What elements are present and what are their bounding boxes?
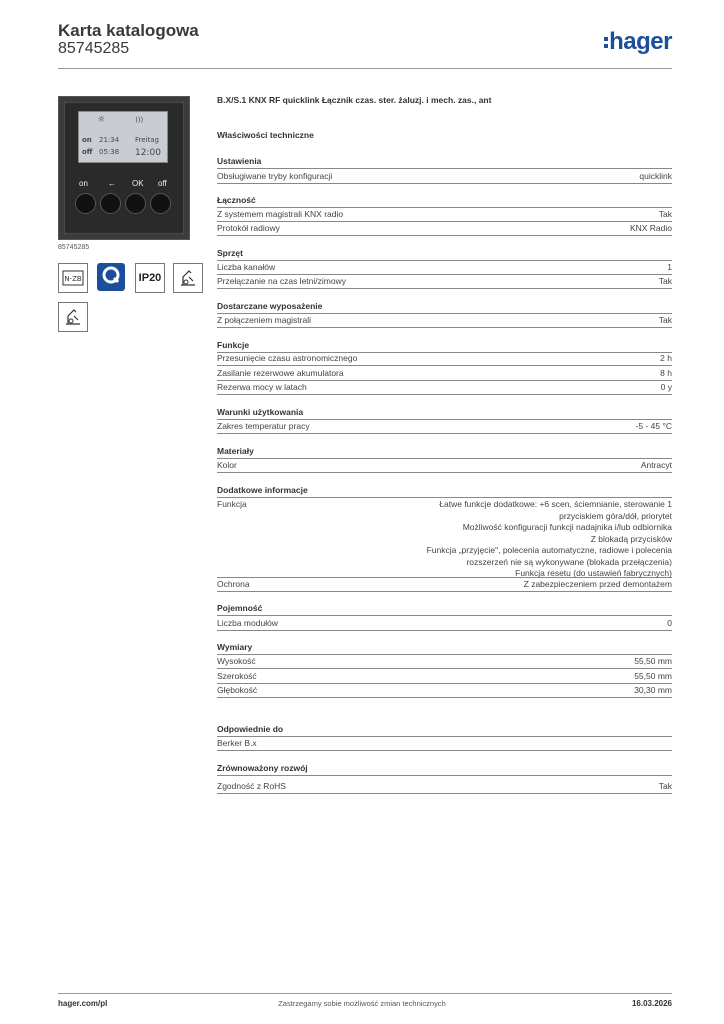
spec-row: Berker B.x [217, 737, 672, 751]
device-button-off [150, 193, 171, 214]
spec-row-funkcja: Funkcja Łatwe funkcje dodatkowe: +6 scen, ściemnianie, sterowanie 1 przyciskiem góra/dół, priorytet Możliwość konfiguracji funkcji nadajnika i/lub odbiornika Z blokadą przycisków Funkcja „przyjęcie", polecenia automatyczne, radiowe i polecenia rozszerzeń nie są wykonywane (blokada przełączenia) Funkcja resetu (do ustawień fabrycznych) [217, 499, 672, 578]
disposal-icon-2 [58, 302, 88, 332]
section-funkcje: Funkcje [217, 340, 672, 353]
button-label-on: on [79, 179, 88, 188]
section-wymiary: Wymiary [217, 642, 672, 655]
footer-disclaimer: Zastrzegamy sobie możliwość zmian technicznych [278, 999, 446, 1008]
spec-row: Szerokość 55,50 mm [217, 670, 672, 684]
svg-text:N-ZB: N-ZB [64, 275, 82, 283]
image-caption: 85745285 [58, 244, 90, 251]
button-label-ok: OK [132, 179, 144, 188]
spec-row: Rezerwa mocy w latach 0 y [217, 381, 672, 395]
tech-props-heading: Właściwości techniczne [217, 130, 314, 140]
screen-off-label: off [82, 148, 93, 156]
section-sprzet: Sprzęt [217, 248, 672, 261]
spec-row: Przesunięcie czasu astronomicznego 2 h [217, 352, 672, 366]
device-button-on [75, 193, 96, 214]
spec-row: Zasilanie rezerwowe akumulatora 8 h [217, 367, 672, 381]
spec-row: Liczba kanałów 1 [217, 261, 672, 275]
section-lacznosc: Łączność [217, 195, 672, 208]
device-screen [78, 111, 168, 163]
spec-row: Obsługiwane tryby konfiguracji quicklink [217, 170, 672, 184]
product-image [58, 96, 190, 240]
button-label-off: off [158, 179, 167, 188]
nzb-icon [58, 263, 88, 293]
screen-on-time: 21:34 [99, 136, 120, 144]
spec-row: Kolor Antracyt [217, 459, 672, 473]
spec-row: Liczba modułów 0 [217, 617, 672, 631]
document-title: Karta katalogowa [58, 21, 199, 40]
section-odpowiednie: Odpowiednie do [217, 724, 672, 737]
section-ustawienia: Ustawienia [217, 156, 672, 169]
radio-icon: ))) [135, 116, 144, 124]
section-zrownowazony: Zrównoważony rozwój [217, 763, 672, 776]
spec-row: Głębokość 30,30 mm [217, 684, 672, 698]
section-materialy: Materiały [217, 446, 672, 459]
screen-clock: 12:00 [135, 148, 161, 158]
spec-row: Ochrona Z zabezpieczeniem przed demontażem [217, 578, 672, 592]
spec-row: Wysokość 55,50 mm [217, 655, 672, 669]
section-dostarczane: Dostarczane wyposażenie [217, 301, 672, 314]
disposal-icon [173, 263, 203, 293]
product-title: B.X/S.1 KNX RF quicklink Łącznik czas. ster. żaluzj. i mech. zas., ant [217, 95, 492, 105]
hager-logo [604, 28, 672, 56]
button-label-back: ← [108, 179, 116, 188]
ip20-icon [135, 263, 165, 293]
logo-text: hager [609, 28, 672, 55]
screen-day: Freitag [135, 136, 159, 144]
ip-rating-label: IP20 [138, 272, 162, 284]
spec-row: Z połączeniem magistrali Tak [217, 314, 672, 328]
document-number: 85745285 [58, 40, 130, 57]
device-button-ok [125, 193, 146, 214]
quicklink-icon [97, 263, 125, 291]
spec-row: Zakres temperatur pracy -5 - 45 °C [217, 420, 672, 434]
logo-dots-icon [604, 34, 608, 51]
spec-row: Protokół radiowy KNX Radio [217, 222, 672, 236]
screen-on-label: on [82, 136, 92, 144]
section-dodatkowe: Dodatkowe informacje [217, 485, 672, 498]
section-pojemnosc: Pojemność [217, 603, 672, 616]
header-divider [58, 68, 672, 69]
footer-website[interactable]: hager.com/pl [58, 999, 108, 1008]
footer-divider [58, 993, 672, 994]
screen-off-time: 05:38 [99, 148, 120, 156]
spec-row: Z systemem magistrali KNX radio Tak [217, 208, 672, 222]
section-warunki: Warunki użytkowania [217, 407, 672, 420]
sun-icon: ☼ [97, 115, 106, 125]
footer-date: 16.03.2026 [631, 999, 672, 1008]
spec-row: Przełączanie na czas letni/zimowy Tak [217, 275, 672, 289]
spec-row: Zgodność z RoHS Tak [217, 780, 672, 794]
device-button-back [100, 193, 121, 214]
